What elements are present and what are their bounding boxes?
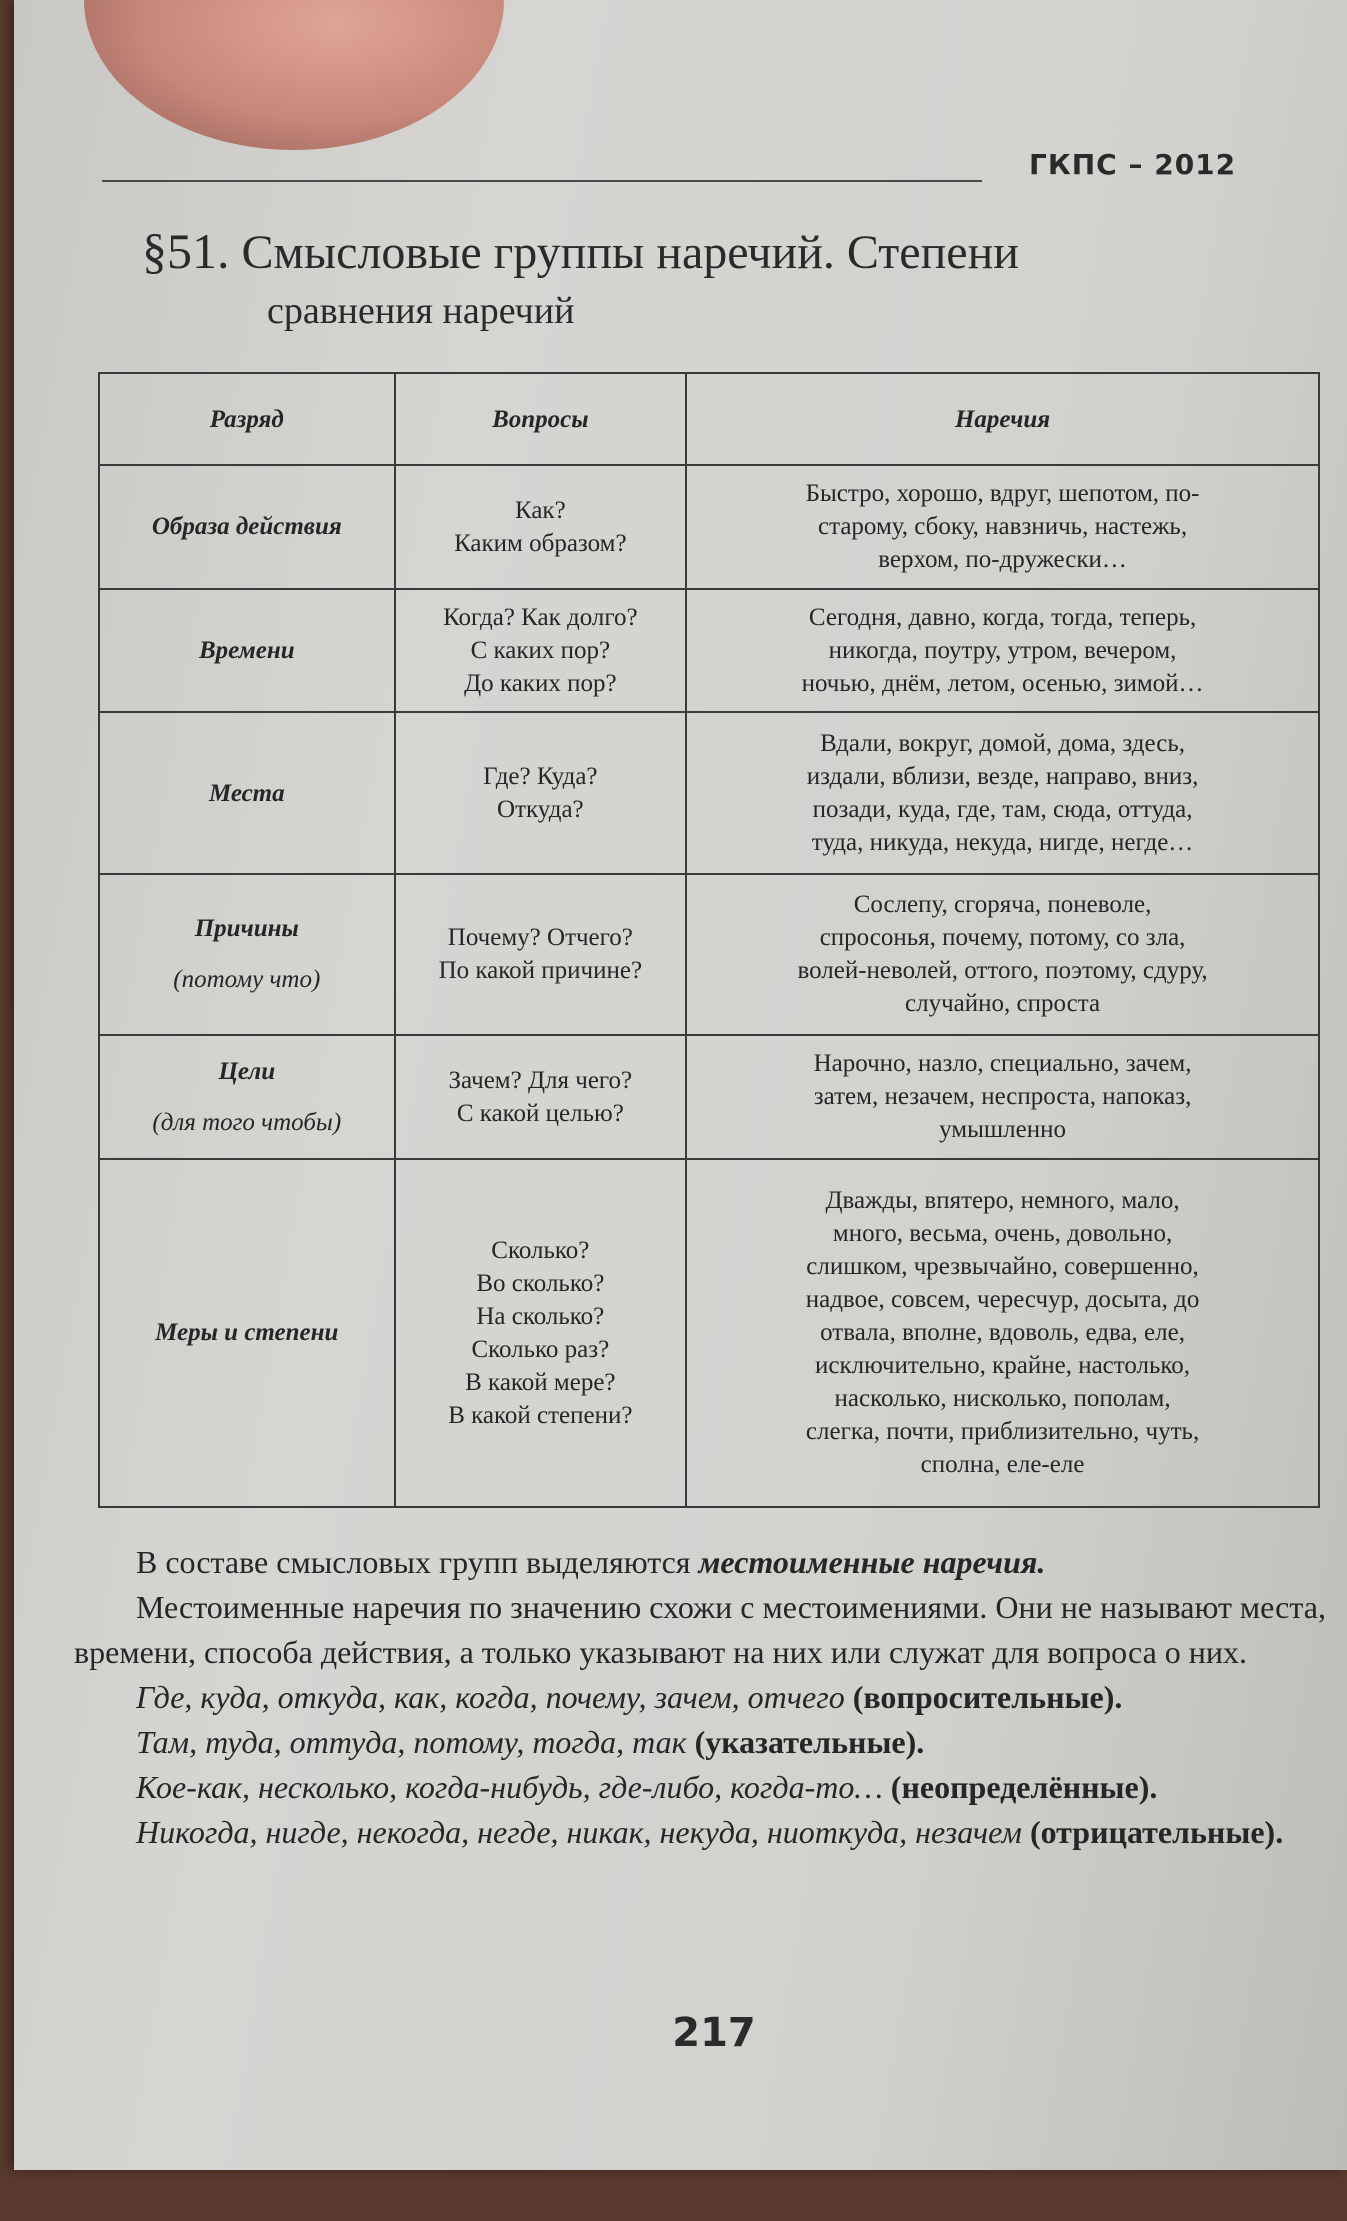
adverbs-line: надвое, совсем, чересчур, досыта, до (805, 1286, 1200, 1314)
row-category (99, 1159, 395, 1508)
example-label: (указательные). (694, 1724, 925, 1760)
book-page (14, 0, 1347, 2170)
adverbs-line: отвала, вполне, вдоволь, едва, еле, (820, 1319, 1185, 1347)
row-category (99, 589, 395, 713)
row-questions (395, 874, 687, 1035)
example-words: Кое-как, несколько, когда-нибудь, где-либо, когда-то… (136, 1769, 891, 1805)
body-text (74, 1540, 1334, 1855)
section-title-line2: сравнения наречий (267, 290, 575, 332)
adverbs-line: Вдали, вокруг, домой, дома, здесь, (820, 730, 1185, 758)
section-title (142, 222, 1142, 340)
adverbs-line: сполна, еле-еле (920, 1451, 1085, 1479)
question-line: С каких пор? (470, 637, 611, 665)
adverbs-line: спросонья, почему, потому, со зла, (819, 924, 1186, 952)
row-adverbs (686, 712, 1319, 873)
row-category (99, 465, 395, 589)
row-adverbs (686, 1159, 1319, 1508)
adverbs-line: насколько, нисколько, пополам, (834, 1385, 1171, 1413)
adverbs-line: умышленно (939, 1116, 1066, 1144)
question-line: Откуда? (497, 796, 584, 824)
adverbs-line: затем, незачем, неспроста, напоказ, (813, 1083, 1192, 1111)
question-line: Сколько? (491, 1236, 590, 1264)
adverbs-line: позади, куда, где, там, сюда, оттуда, (812, 796, 1193, 824)
header-adverbs: Наречия (686, 373, 1319, 465)
question-line: Сколько раз? (471, 1335, 610, 1363)
adverbs-line: старому, сбоку, навзничь, настежь, (818, 513, 1188, 541)
adverbs-line: Нарочно, назло, специально, зачем, (813, 1050, 1192, 1078)
example-line (74, 1810, 1334, 1855)
example-label: (неопределённые). (890, 1769, 1158, 1805)
row-questions (395, 1159, 687, 1508)
category-note: (для того чтобы) (152, 1108, 342, 1136)
question-line: Почему? Отчего? (447, 924, 633, 952)
section-number: §51. (142, 223, 230, 279)
row-category (99, 712, 395, 873)
category-label: Образа действия (151, 513, 342, 541)
section-title-line1: Смысловые группы наречий. Степени (241, 226, 1019, 279)
question-line: Где? Куда? (483, 763, 598, 791)
category-label: Времени (198, 637, 295, 665)
question-line: По какой причине? (438, 957, 643, 985)
example-line (74, 1765, 1334, 1810)
adverbs-line: Дважды, впятеро, немного, мало, (825, 1187, 1180, 1215)
table-row (99, 712, 1319, 873)
finger (84, 0, 504, 150)
example-words: Никогда, нигде, некогда, негде, никак, некуда, ниоткуда, незачем (136, 1814, 1030, 1850)
question-line: Как? (514, 496, 566, 524)
category-label: Меры и степени (155, 1319, 339, 1347)
example-words: Где, куда, откуда, как, когда, почему, зачем, отчего (136, 1679, 853, 1715)
question-line: Когда? Как долго? (443, 604, 638, 632)
adverb-groups-table (98, 372, 1320, 1508)
question-line: На сколько? (476, 1302, 605, 1330)
row-category (99, 1035, 395, 1159)
category-note: (потому что) (173, 966, 321, 994)
row-adverbs (686, 465, 1319, 589)
adverbs-line: случайно, спроста (905, 990, 1101, 1018)
row-questions (395, 589, 687, 713)
adverbs-line: исключительно, крайне, настолько, (815, 1352, 1191, 1380)
question-line: До каких пор? (464, 670, 617, 698)
page-number: 217 (672, 2010, 756, 2056)
category-label: Причины (194, 915, 299, 943)
table-body (99, 465, 1319, 1507)
table-row (99, 874, 1319, 1035)
adverbs-line: Сослепу, сгоряча, поневоле, (853, 891, 1152, 919)
adverbs-line: туда, никуда, некуда, нигде, негде… (811, 829, 1194, 857)
question-line: Каким образом? (454, 529, 627, 557)
table-row (99, 589, 1319, 713)
adverbs-line: Сегодня, давно, когда, тогда, теперь, (808, 604, 1197, 632)
adverbs-line: волей-неволей, оттого, поэтому, сдуру, (797, 957, 1208, 985)
adverbs-line: много, весьма, очень, довольно, (832, 1220, 1173, 1248)
question-line: С какой целью? (456, 1099, 624, 1127)
example-label: (отрицательные). (1029, 1814, 1284, 1850)
category-label: Цели (218, 1057, 276, 1085)
row-adverbs (686, 1035, 1319, 1159)
adverbs-line: издали, вблизи, везде, направо, вниз, (806, 763, 1199, 791)
example-words: Там, туда, оттуда, потому, тогда, так (136, 1724, 695, 1760)
adverbs-line: слегка, почти, приблизительно, чуть, (805, 1418, 1200, 1446)
example-label: (вопросительные). (852, 1679, 1123, 1715)
example-line (74, 1675, 1334, 1720)
category-label: Места (208, 779, 285, 807)
question-line: В какой степени? (448, 1401, 633, 1429)
table-row (99, 1159, 1319, 1508)
row-questions (395, 465, 687, 589)
header-questions: Вопросы (395, 373, 687, 465)
question-line: В какой мере? (465, 1368, 616, 1396)
table-row (99, 465, 1319, 589)
intro-term: местоименные наречия. (698, 1544, 1046, 1580)
header-rule (102, 180, 982, 182)
row-adverbs (686, 874, 1319, 1035)
header-category: Разряд (99, 373, 395, 465)
adverbs-line: никогда, поутру, утром, вечером, (828, 637, 1177, 665)
adverbs-line: слишком, чрезвычайно, совершенно, (806, 1253, 1199, 1281)
row-questions (395, 1035, 687, 1159)
intro-text: В составе смысловых групп выделяются (136, 1544, 699, 1580)
table-header-row (99, 373, 1319, 465)
examples-list (74, 1675, 1334, 1855)
row-questions (395, 712, 687, 873)
question-line: Зачем? Для чего? (448, 1066, 633, 1094)
main-paragraph: Местоименные наречия по значению схожи с местоимениями. Они не называют места, времени, способа действия, а только указывают на них или служат для вопроса о них. (74, 1589, 1326, 1670)
adverbs-line: ночью, днём, летом, осенью, зимой… (801, 670, 1204, 698)
intro-paragraph (74, 1540, 1334, 1585)
question-line: Во сколько? (476, 1269, 605, 1297)
example-line (74, 1720, 1334, 1765)
adverbs-line: Быстро, хорошо, вдруг, шепотом, по- (805, 480, 1200, 508)
row-adverbs (686, 589, 1319, 713)
row-category (99, 874, 395, 1035)
header-code: ГКПС – 2012 (1029, 148, 1237, 181)
table-row (99, 1035, 1319, 1159)
adverbs-line: верхом, по-дружески… (878, 546, 1127, 574)
